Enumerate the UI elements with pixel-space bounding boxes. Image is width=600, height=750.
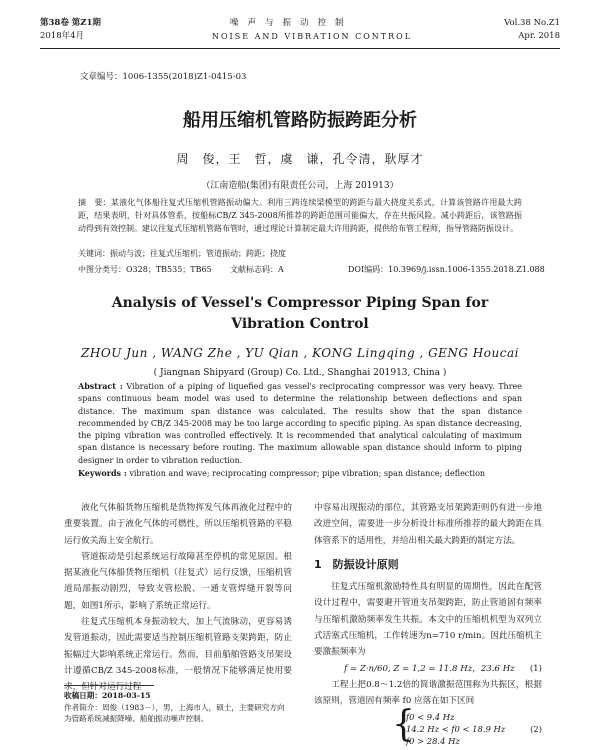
abstract-en (78, 380, 522, 467)
keywords-en-label: Keywords : (78, 468, 127, 478)
title-en-line1: Analysis of Vessel's Compressor Piping Span for (111, 295, 489, 311)
paragraph: 工程上把0.8～1.2倍的简谐激振范围称为共振区，根据该原则，管道固有频率 f0 应落在如下区间 (314, 679, 542, 706)
journal-date-cn: 2018年4月 (40, 31, 85, 41)
journal-date-en: Apr. 2018 (518, 31, 560, 41)
keywords-en (78, 467, 522, 480)
footnote-divider (64, 685, 154, 686)
title-en-line2: Vibration Control (231, 316, 369, 332)
body-right-column (314, 500, 542, 745)
document-code: 文献标志码：A (230, 265, 284, 274)
paragraph: 往复式压缩机激励特性具有明显的周期性，因此在配管设计过程中，需要避开管道支吊架跨距，防止管道固有频率与压缩机激励频率发生共振。本文中的压缩机机型为双列立式活塞式压缩机，工作转速为n=710 r/min。因此压缩机主要激振频率为 (314, 582, 542, 658)
equation-2-case: f0 < 9.4 Hz (406, 712, 455, 723)
affiliation-cn: （江南造船(集团)有限责任公司，上海 201913） (201, 181, 399, 191)
page-title-cn: 船用压缩机管路防振跨距分析 (183, 110, 417, 131)
paragraph: 液化气体船货物压缩机是货物挥发气体再液化过程中的重要装置。由于液化气体的可燃性，所以压缩机管路的平稳运行攸关海上安全航行。 (64, 503, 292, 546)
clc-number: 中图分类号：O328；TB535；TB65 (78, 265, 212, 274)
keywords-en-text: vibration and wave; reciprocating compressor; pipe vibration; span distance; deflection (126, 469, 486, 478)
abstract-en-text: Vibration of a piping of liquefied gas vessel's reciprocating compressor was very heavy. Three spans continuous beam model was used to determine the relationship between deflections and span distance. The maximum span distance was calculated. The results show that the span distance recommended by CB/Z 345-2008 may be too large according to specific piping. As span distance decreasing, the piping vibration was controlled effectively. It is recommended that analytical calculating of maximum span distance is necessary before routing. The maximum allowable span distance should inform to piping designer in order to vibration reduction. (78, 382, 522, 465)
brace-glyph: { (392, 704, 415, 746)
journal-volume-en: Vol.38 No.Z1 (504, 18, 560, 28)
authors-en: ZHOU Jun , WANG Zhe , YU Qian , KONG Lingqing , GENG Houcai (81, 346, 519, 360)
page-title-en (0, 293, 600, 335)
paragraph: 管道振动是引起系统运行故障甚至停机的常见原因。根据某液化气体船货物压缩机（往复式）运行反馈，压缩机管道局部振动剧烈，导致支管松脱、一通支管焊缝开裂等问题，如图1所示，影响了系统正常运行。 (64, 551, 292, 611)
author-bio: 作者简介：周俊（1983－），男，上海市人，硕士，主要研究方向为管路系统减振降噪、船舶振动噪声控制。 (64, 702, 285, 723)
equation-2 (314, 704, 542, 747)
received-date: 收稿日期：2018-03-15 (64, 691, 151, 700)
running-header (40, 14, 560, 49)
keywords-cn: 关键词：振动与波；往复式压缩机；管道振动；跨距；挠度 (78, 249, 286, 258)
equation-1-number: (1) (529, 663, 542, 674)
abstract-cn: 摘 要：某液化气体船往复式压缩机管路振动偏大。利用三跨连续梁模型的跨距与最大挠度关系式，计算该管路许用最大跨距，结果表明，针对具体管系，按船标CB/Z 345-2008所推荐的跨距范围可能偏大，存在共振风险。减小跨距后，该管路振动得到有效控制。建议往复式压缩机管路布管时，通过理论计算制定最大许用跨距，提供给布管工程师，指导管路防振设计。 (78, 198, 522, 233)
journal-title-cn: 噪声与振动控制 (230, 18, 353, 28)
equation-1 (314, 661, 542, 677)
journal-volume-cn: 第38卷 第Z1期 (40, 18, 101, 28)
paragraph: 往复式压缩机本身振动较大，加上气流脉动，更容易诱发管道振动，因此需要适当控制压缩机管路支架跨距，防止振幅过大影响系统正常运行。然而，目前船舶管路支吊架设计遵循CB/Z 345-2008标准，一般情况下能够满足使用要求，但针对运行过程 (64, 617, 292, 693)
affiliation-en: ( Jiangnan Shipyard (Group) Co. Ltd., Shanghai 201913, China ) (153, 368, 447, 378)
body-left-column (64, 500, 292, 696)
paragraph: 中容易出现振动的部位，其管路支吊架跨距则仍有进一步地改进空间，需要进一步分析设计标准所推荐的最大跨距在具体管系下的适用性，并给出相关最大跨距的制定方法。 (314, 503, 542, 546)
abstract-en-label: Abstract : (78, 381, 123, 391)
section-heading: 1 防振设计原则 (314, 557, 399, 571)
equation-1-body: f = Z·n/60, Z = 1,2 = 11.8 Hz，23.6 Hz (344, 663, 515, 674)
doi-code: DOI编码：10.3969/j.issn.1006-1355.2018.Z1.088 (348, 265, 545, 274)
article-number: 文章编号：1006-1355(2018)Z1-0415-03 (80, 72, 247, 82)
equation-2-case: 14.2 Hz < f0 < 18.9 Hz (406, 724, 506, 735)
authors-cn: 周 俊，王 哲，虞 谦，孔令清，耿厚才 (176, 152, 424, 166)
footnote (64, 690, 292, 725)
journal-title-en: NOISE AND VIBRATION CONTROL (212, 32, 413, 41)
equation-2-case: f0 > 28.4 Hz (406, 736, 460, 747)
equation-2-number: (2) (530, 724, 542, 735)
